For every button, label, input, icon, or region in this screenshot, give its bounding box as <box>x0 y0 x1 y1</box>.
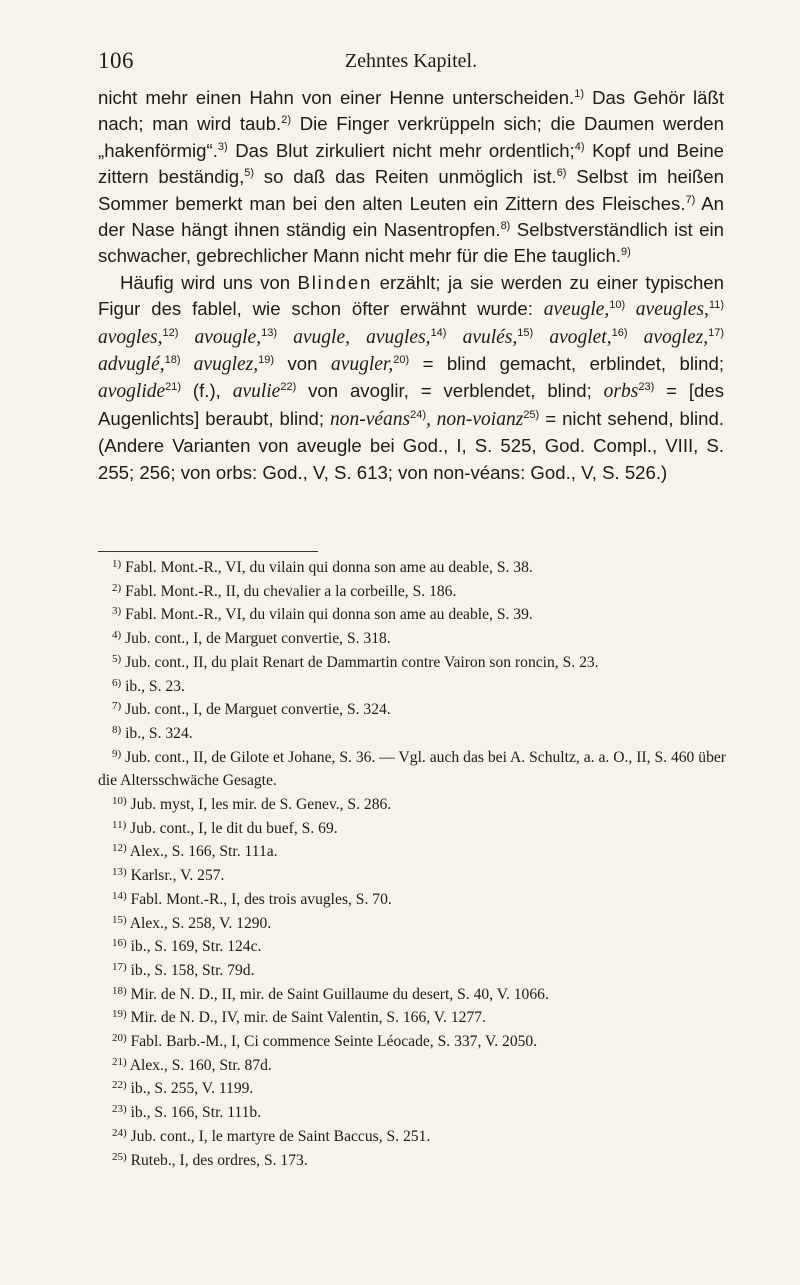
footnote-text: Fabl. Mont.-R., II, du chevalier a la corbeille, S. 186. <box>125 582 457 600</box>
italic-term: , non-voianz <box>426 408 524 430</box>
footnote-text: Jub. cont., I, de Marguet convertie, S. 324. <box>125 701 391 719</box>
text-run: An der Nase hängt ihnen ständig ein Nasentropfen. <box>98 192 724 241</box>
footnote-ref: 18) <box>164 354 181 367</box>
footnote-number: 17) <box>112 960 127 973</box>
footnote-text: Fabl. Mont.-R., VI, du vilain qui donna son ame au deable, S. 38. <box>125 559 533 576</box>
footnote-text: Jub. myst, I, les mir. de S. Genev., S. 286. <box>130 796 392 814</box>
footnote <box>98 793 726 817</box>
italic-term: avugle, avugles, <box>277 326 431 348</box>
footnote-number: 25) <box>112 1150 127 1163</box>
footnote-text: ib., S. 23. <box>125 677 185 695</box>
footnote-text: Fabl. Barb.-M., I, Ci commence Seinte Léocade, S. 337, V. 2050. <box>130 1033 538 1051</box>
footnote-ref: 16) <box>611 326 628 339</box>
text-run: Selbstverständlich ist ein schwacher, gebrechlicher Mann nicht mehr für die Ehe tauglich. <box>98 219 724 267</box>
text-run: Häufig wird uns von <box>120 271 298 293</box>
text-run: von avoglir, = verblendet, blind; <box>296 380 604 402</box>
footnote-ref: 1) <box>574 88 585 100</box>
footnote-number: 16) <box>112 937 127 950</box>
footnote-number: 3) <box>112 605 122 618</box>
footnote-ref: 6) <box>556 167 567 180</box>
italic-term: avoglez, <box>627 326 709 348</box>
footnote <box>98 888 726 912</box>
footnote-text: Ruteb., I, des ordres, S. 173. <box>130 1151 308 1169</box>
footnote-ref: 14) <box>430 326 447 339</box>
footnote-number: 4) <box>112 629 122 642</box>
italic-term: aveugles, <box>625 299 709 321</box>
footnote <box>98 1101 726 1125</box>
footnote-ref: 22) <box>280 381 297 394</box>
footnote-text: Jub. cont., II, du plait Renart de Dammartin contre Vairon son roncin, S. 23. <box>125 653 599 671</box>
footnote-number: 13) <box>112 866 127 879</box>
italic-term: aveugle, <box>543 299 610 321</box>
footnote-number: 9) <box>112 747 122 760</box>
spaced-word: Blinden <box>297 271 373 293</box>
text-run: Selbst im heißen Sommer bemerkt man bei den alten Leuten ein Zittern des Fleisches. <box>98 166 724 214</box>
footnote-text: ib., S. 324. <box>125 724 193 742</box>
footnote-number: 2) <box>112 581 122 594</box>
footnote-number: 15) <box>112 913 127 926</box>
italic-term: avulés, <box>446 326 518 348</box>
footnote <box>98 959 726 983</box>
italic-term: non-véans <box>330 408 411 430</box>
footnote-text: Jub. cont., I, le dit du buef, S. 69. <box>130 819 338 837</box>
text-run: = nicht sehend, blind. (Andere Varianten von aveugle bei God., I, S. 525, God. Compl., VIII, S. 255; 256; von orbs: God., V, S. 613; von non-véans: God., V, S. 526.) <box>98 407 724 483</box>
text-run: Das Gehör läßt nach; man wird taub. <box>98 87 724 135</box>
italic-term: avougle, <box>178 326 262 348</box>
footnote <box>98 983 726 1007</box>
footnote <box>98 1054 726 1078</box>
footnotes <box>98 556 726 1172</box>
paragraph-1 <box>98 85 724 270</box>
footnote-ref: 12) <box>162 326 179 339</box>
footnote <box>98 1125 726 1149</box>
footnote-ref: 5) <box>244 167 255 180</box>
footnote-text: ib., S. 169, Str. 124c. <box>130 938 262 956</box>
footnote <box>98 1030 726 1054</box>
footnote-text: Karlsr., V. 257. <box>130 867 225 885</box>
running-head: Zehntes Kapitel. <box>344 50 478 72</box>
italic-term: avuglez, <box>180 354 259 376</box>
footnote <box>98 1149 726 1173</box>
body-text <box>98 85 724 486</box>
footnote-number: 5) <box>112 652 122 665</box>
italic-term: avulie <box>232 381 281 403</box>
footnote-ref: 7) <box>685 193 696 206</box>
footnote-text: ib., S. 255, V. 1199. <box>130 1080 254 1098</box>
text-run: = [des Augenlichts] beraubt, blind; <box>98 380 724 429</box>
footnote-ref: 21) <box>165 381 182 394</box>
footnote-ref: 2) <box>281 114 291 127</box>
footnote-text: Fabl. Mont.-R., I, des trois avugles, S. 70. <box>130 890 392 908</box>
footnote-text: Jub. cont., I, le martyre de Saint Baccus, S. 251. <box>130 1127 431 1145</box>
page-number: 106 <box>98 48 134 73</box>
text-run: von <box>274 353 331 375</box>
footnote-ref: 13) <box>261 326 277 339</box>
text-run: = blind gemacht, erblindet, blind; <box>409 353 724 375</box>
footnote-ref: 20) <box>393 354 410 367</box>
footnote-number: 20) <box>112 1032 127 1045</box>
footnote-number: 6) <box>112 676 122 689</box>
italic-term: avugler, <box>330 354 394 376</box>
text-run: (f.), <box>181 380 233 402</box>
italic-term: avoglide <box>98 381 166 403</box>
footnote-ref: 17) <box>708 326 724 339</box>
italic-term: avogles, <box>98 326 163 348</box>
footnote <box>98 722 726 746</box>
text-run: Das Blut zirkuliert nicht mehr ordentlich; <box>227 139 575 161</box>
text-run: so daß das Reiten unmöglich ist. <box>254 166 557 188</box>
italic-term: avoglet, <box>533 326 612 348</box>
text-run: nicht mehr einen Hahn von einer Henne unterscheiden. <box>98 87 575 108</box>
footnote-ref: 10) <box>609 299 626 312</box>
footnote-ref: 25) <box>523 408 540 421</box>
footnote-text: Fabl. Mont.-R., VI, du vilain qui donna son ame au deable, S. 39. <box>125 606 533 624</box>
footnote-number: 7) <box>112 700 122 713</box>
footnote <box>98 580 726 604</box>
footnote-ref: 9) <box>620 246 631 259</box>
footnote <box>98 675 726 699</box>
footnote-text: Alex., S. 166, Str. 111a. <box>129 843 278 861</box>
footnote <box>98 840 726 864</box>
footnote <box>98 603 726 627</box>
footnote-ref: 19) <box>258 354 275 367</box>
footnote <box>98 556 726 580</box>
footnote-ref: 3) <box>217 140 228 153</box>
footnote-text: ib., S. 166, Str. 111b. <box>130 1104 262 1122</box>
footnote <box>98 627 726 651</box>
footnote <box>98 817 726 841</box>
text-run: erzählt; ja sie werden zu einer typischen Figur des fablel, wie schon öfter erwähnt wurde: <box>98 271 724 320</box>
footnote-number: 8) <box>112 723 122 736</box>
footnote-text: Mir. de N. D., IV, mir. de Saint Valentin, S. 166, V. 1277. <box>130 1009 486 1027</box>
text-run: Die Finger verkrüppeln sich; die Daumen werden „hakenförmig“. <box>98 113 724 161</box>
footnote-ref: 23) <box>638 381 655 394</box>
footnote <box>98 935 726 959</box>
footnote-text: ib., S. 158, Str. 79d. <box>130 961 255 979</box>
paragraph-2 <box>98 270 724 486</box>
footnote <box>98 864 726 888</box>
footnote-divider <box>98 551 318 552</box>
footnote-number: 22) <box>112 1079 127 1092</box>
footnote <box>98 1077 726 1101</box>
footnote-number: 14) <box>112 889 127 902</box>
footnote-ref: 24) <box>410 408 427 421</box>
footnote-text: Mir. de N. D., II, mir. de Saint Guillaume du desert, S. 40, V. 1066. <box>130 985 549 1003</box>
footnote-number: 10) <box>112 795 127 808</box>
footnote-number: 23) <box>112 1103 127 1116</box>
footnote-ref: 15) <box>517 326 534 339</box>
page-header <box>98 48 724 78</box>
italic-term: advuglé, <box>98 354 165 376</box>
footnote-number: 21) <box>112 1055 127 1068</box>
footnote-number: 12) <box>112 842 127 855</box>
footnote-number: 1) <box>112 558 122 570</box>
footnote-text: Jub. cont., II, de Gilote et Johane, S. 36. — Vgl. auch das bei A. Schultz, a. a. O., II, S. 460 über die Altersschwäche Gesagte. <box>98 748 726 790</box>
footnote <box>98 698 726 722</box>
footnote-ref: 8) <box>500 220 511 233</box>
footnote <box>98 1006 726 1030</box>
italic-term: orbs <box>603 381 639 403</box>
footnote-ref: 4) <box>574 140 585 153</box>
footnote-number: 19) <box>112 1008 127 1021</box>
text-run: Kopf und Beine zittern beständig, <box>98 139 725 188</box>
footnote-ref: 11) <box>708 299 724 312</box>
footnote-number: 18) <box>112 984 127 997</box>
footnote-number: 11) <box>112 818 127 831</box>
footnote <box>98 912 726 936</box>
footnote <box>98 651 726 675</box>
footnote <box>98 746 726 793</box>
footnote-text: Jub. cont., I, de Marguet convertie, S. 318. <box>125 630 391 648</box>
footnote-text: Alex., S. 160, Str. 87d. <box>129 1056 272 1074</box>
footnote-number: 24) <box>112 1126 127 1139</box>
footnote-text: Alex., S. 258, V. 1290. <box>129 914 272 932</box>
